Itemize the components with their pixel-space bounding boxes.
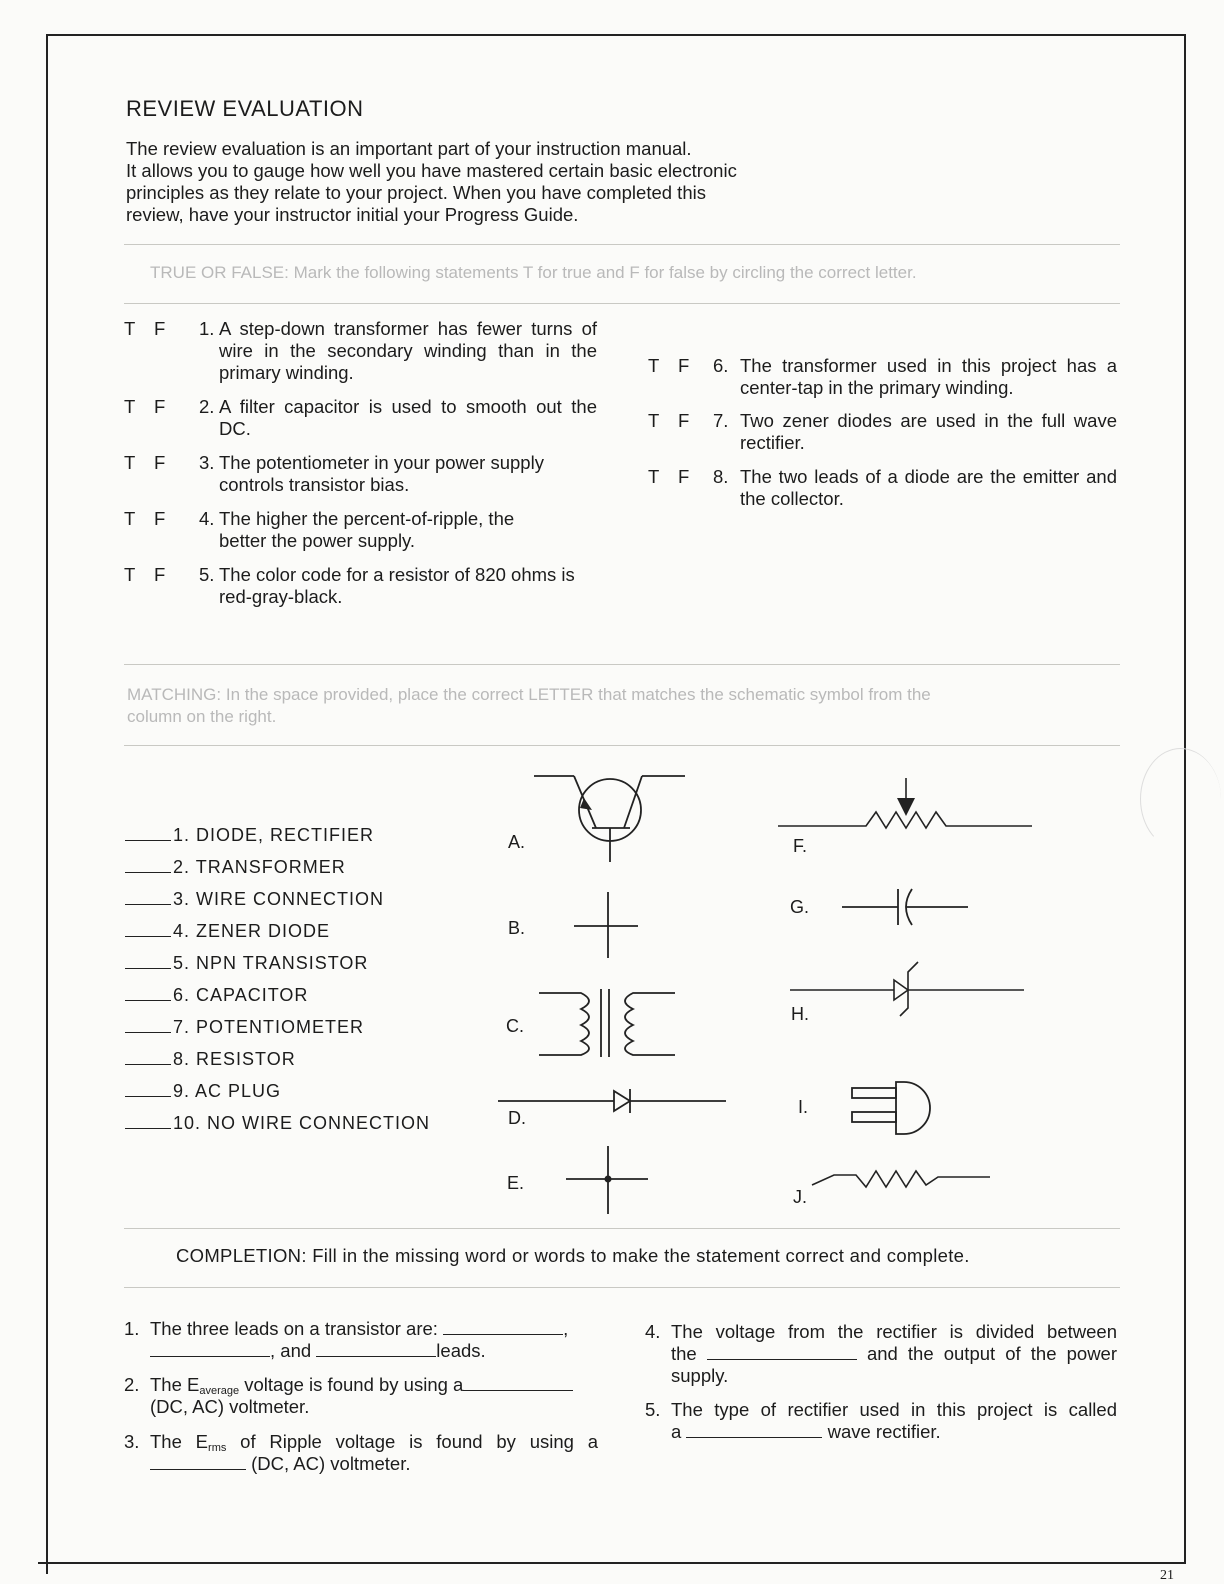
diode-icon [496,1082,728,1122]
matching-item [125,1017,364,1038]
true-option[interactable]: T [124,452,136,473]
matching-item [125,825,374,846]
question-text: The three leads on a transistor are: [150,1318,438,1339]
symbol-letter: F. [793,836,808,856]
intro-line: The review evaluation is an important part of your instruction manual. [126,138,692,159]
answer-blank[interactable] [150,1356,270,1357]
question-text: (DC, AC) voltmeter. [150,1396,310,1417]
answer-blank[interactable] [125,872,171,873]
true-option[interactable]: T [124,564,136,585]
symbol-letter: B. [508,918,526,938]
false-option[interactable]: F [678,355,690,376]
matching-item [125,921,330,942]
question-text: a [671,1421,682,1442]
item-label: WIRE CONNECTION [196,889,385,909]
false-option[interactable]: F [678,410,690,431]
question-text: Two zener diodes are used in the full wave rectifier. [740,410,1117,453]
question-text: The higher the percent-of-ripple, the better the power supply. [219,508,515,551]
question-text: the [671,1343,697,1364]
false-option[interactable]: F [678,466,690,487]
item-label: NO WIRE CONNECTION [207,1113,431,1133]
false-option[interactable]: F [154,318,166,339]
divider [124,664,1120,665]
wire-junction-icon [564,1144,650,1216]
question-number: 8. [713,466,729,487]
true-option[interactable]: T [648,410,660,431]
item-label: CAPACITOR [196,985,309,1005]
false-option[interactable]: F [154,452,166,473]
item-number: 4. [173,921,191,941]
transistor-icon [530,770,690,870]
question-text: The transformer used in this project has a center-tap in the primary winding. [740,355,1117,398]
question-text: voltage is found by using a [244,1374,464,1395]
answer-blank[interactable] [125,1128,171,1129]
intro-line: review, have your instructor initial your Progress Guide. [126,204,579,225]
question-text: The two leads of a diode are the emitter and the collector. [740,466,1117,509]
ac-plug-icon [848,1078,934,1138]
symbol-letter: I. [798,1097,809,1117]
question-number: 5. [645,1399,661,1420]
symbol-letter: G. [790,897,810,917]
question-number: 1. [199,318,215,339]
page-number: 21 [1160,1568,1174,1583]
symbol-letter: E. [507,1173,525,1193]
true-false-instruction: TRUE OR FALSE: Mark the following statements T for true and F for false by circling the correct letter. [150,263,917,282]
symbol-letter: A. [508,832,526,852]
question-text: , and [270,1340,312,1361]
divider [124,745,1120,746]
subscript: rms [208,1442,227,1454]
question-number: 1. [124,1318,140,1339]
paper-mark [1140,748,1221,850]
question-number: 6. [713,355,729,376]
false-option[interactable]: F [154,396,166,417]
answer-blank[interactable] [707,1359,857,1360]
symbol-letter: D. [508,1108,526,1128]
item-number: 5. [173,953,191,973]
answer-blank[interactable] [125,1032,171,1033]
page-frame-bottom [38,1562,1184,1564]
question-text: (DC, AC) voltmeter. [251,1453,411,1474]
answer-blank[interactable] [125,904,171,905]
question-number: 2. [199,396,215,417]
page-frame-left [46,34,48,1574]
question-text: The voltage from the rectifier is divided between [671,1321,1117,1342]
question-text: The E [150,1374,200,1395]
divider [124,1287,1120,1288]
matching-item [125,889,384,910]
item-number: 2. [173,857,191,877]
wire-crossing-icon [570,890,640,962]
divider [124,1228,1120,1229]
item-number: 9. [173,1081,191,1101]
answer-blank[interactable] [686,1437,822,1438]
question-text: A filter capacitor is used to smooth out the DC. [219,396,597,439]
zener-diode-icon [788,958,1028,1020]
question-number: 3. [199,452,215,473]
item-label: TRANSFORMER [195,857,346,877]
question-text: The type of rectifier used in this project is called [671,1399,1117,1420]
answer-blank[interactable] [125,840,171,841]
matching-item [125,857,346,878]
item-label: DIODE, RECTIFIER [196,825,375,845]
symbol-letter: H. [791,1004,809,1024]
answer-blank[interactable] [125,968,171,969]
true-option[interactable]: T [124,396,136,417]
answer-blank[interactable] [125,936,171,937]
intro-line: principles as they relate to your project. When you have completed this [126,182,706,203]
matching-instruction-line: column on the right. [127,707,277,726]
intro-paragraph [126,138,846,226]
true-option[interactable]: T [124,318,136,339]
question-number: 4. [645,1321,661,1342]
matching-instruction [127,684,1120,728]
answer-blank[interactable] [150,1469,246,1470]
capacitor-icon [840,885,972,929]
answer-blank[interactable] [125,1064,171,1065]
false-option[interactable]: F [154,508,166,529]
question-text: supply. [671,1365,729,1386]
question-text: , [563,1318,569,1339]
true-option[interactable]: T [648,466,660,487]
item-number: 6. [173,985,191,1005]
resistor-icon [810,1163,994,1193]
question-text: and the output of the power [866,1343,1117,1364]
question-text: The potentiometer in your power supply controls transistor bias. [219,452,544,495]
symbol-letter: J. [793,1187,808,1207]
item-label: RESISTOR [196,1049,296,1069]
transformer-icon [535,985,680,1065]
matching-item [125,1081,281,1102]
page-title: REVIEW EVALUATION [126,96,364,121]
question-number: 4. [199,508,215,529]
symbol-letter: C. [506,1016,524,1036]
question-text: wave rectifier. [827,1421,941,1442]
question-text: The color code for a resistor of 820 ohms is red-gray-black. [219,564,575,607]
item-number: 8. [173,1049,191,1069]
question-number: 3. [124,1431,140,1452]
true-option[interactable]: T [124,508,136,529]
item-label: AC PLUG [195,1081,282,1101]
page-frame-top [46,34,1186,36]
intro-line: It allows you to gauge how well you have mastered certain basic electronic [126,160,737,181]
question-text: A step-down transformer has fewer turns of wire in the secondary winding than in the primary winding. [219,318,597,383]
item-number: 7. [173,1017,191,1037]
item-number: 3. [173,889,191,909]
completion-instruction: COMPLETION: Fill in the missing word or words to make the statement correct and complete. [176,1245,970,1266]
divider [124,244,1120,245]
false-option[interactable]: F [154,564,166,585]
answer-blank[interactable] [463,1390,573,1391]
divider [124,303,1120,304]
answer-blank[interactable] [443,1334,563,1335]
item-number: 10. [173,1113,202,1133]
matching-item [125,1113,430,1134]
answer-blank[interactable] [125,1096,171,1097]
question-number: 7. [713,410,729,431]
question-text: of Ripple voltage is found by using a [240,1431,599,1452]
matching-instruction-line: MATCHING: In the space provided, place the correct LETTER that matches the schematic symbol from the [127,685,931,704]
question-number: 2. [124,1374,140,1395]
potentiometer-icon [776,776,1034,834]
item-label: POTENTIOMETER [196,1017,365,1037]
item-label: NPN TRANSISTOR [196,953,369,973]
answer-blank[interactable] [316,1356,436,1357]
matching-item [125,1049,296,1070]
matching-item [125,953,368,974]
item-number: 1. [173,825,191,845]
matching-item [125,985,308,1006]
answer-blank[interactable] [125,1000,171,1001]
item-label: ZENER DIODE [196,921,331,941]
question-number: 5. [199,564,215,585]
subscript: average [199,1385,240,1397]
question-text: The E [150,1431,209,1452]
question-text: leads. [436,1340,486,1361]
true-option[interactable]: T [648,355,660,376]
